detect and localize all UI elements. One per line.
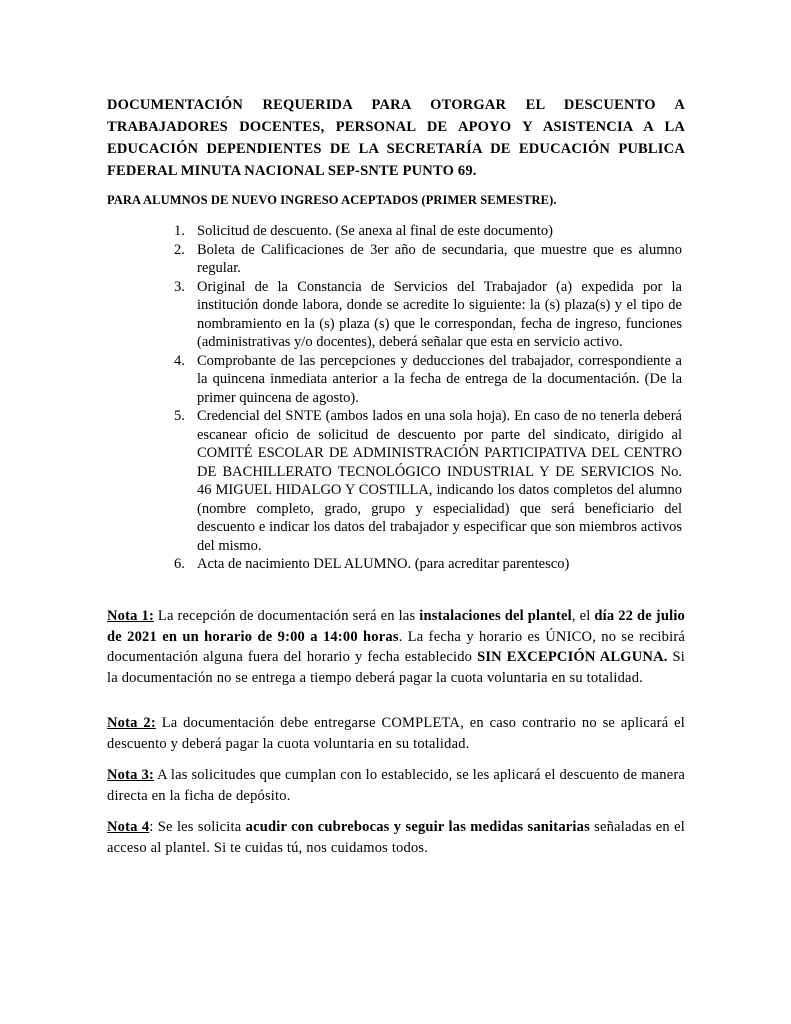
note-4-label: Nota 4: [107, 819, 150, 835]
list-item-number: 2.: [174, 241, 185, 258]
list-item-text: Acta de nacimiento DEL ALUMNO. (para acreditar parentesco): [197, 556, 570, 572]
note-2-label: Nota 2:: [107, 715, 156, 731]
list-item-text: Original de la Constancia de Servicios del Trabajador (a) expedida por la institución donde labora, donde se acredite lo siguiente: la (s) plaza(s) y el tipo de nombramiento en la (s) plaza (s) que le correspondan, fecha de ingreso, funciones (administrativas y/o docentes), deberá señalar que esta en servicio activo.: [197, 278, 682, 350]
note-1-location: instalaciones del plantel: [419, 608, 572, 624]
note-4-text: señaladas en el acceso al plantel. Si te cuidas tú, nos cuidamos todos.: [107, 819, 685, 856]
note-3-text: A las solicitudes que cumplan con lo establecido, se les aplicará el descuento de manera directa en la ficha de depósito.: [107, 767, 685, 804]
note-1-no-exception: SIN EXCEPCIÓN ALGUNA.: [477, 649, 668, 665]
list-item: [174, 407, 682, 555]
document-subtitle: PARA ALUMNOS DE NUEVO INGRESO ACEPTADOS (PRIMER SEMESTRE).: [107, 193, 557, 207]
note-1-label: Nota 1:: [107, 608, 154, 624]
list-item-number: 4.: [174, 352, 185, 369]
note-1: [107, 606, 685, 688]
list-item-number: 5.: [174, 408, 185, 424]
requirements-list: [174, 222, 682, 574]
note-3-label: Nota 3:: [107, 767, 154, 783]
note-3: [107, 765, 685, 806]
list-item-number: 1.: [174, 223, 185, 239]
list-item: [174, 222, 682, 241]
note-4-sanitary-measures: acudir con cubrebocas y seguir las medidas sanitarias: [245, 819, 590, 835]
note-1-schedule: día 22 de julio de 2021 en un horario de 9:00 a 14:00 horas: [107, 608, 685, 645]
note-2-text: La documentación debe entregarse COMPLETA, en caso contrario no se aplicará el descuento y deberá pagar la cuota voluntaria en su totalidad.: [107, 715, 686, 752]
note-2: [107, 713, 685, 754]
list-item-number: 6.: [174, 556, 185, 572]
note-1-text: , el: [571, 608, 595, 624]
list-item: [174, 278, 682, 352]
note-1-text: La recepción de documentación será en las: [153, 608, 420, 624]
note-1-text: . La fecha y horario es: [398, 628, 546, 645]
document-title: DOCUMENTACIÓN REQUERIDA PARA OTORGAR EL DESCUENTO A TRABAJADORES DOCENTES, PERSONAL DE APOYO Y ASISTENCIA A LA EDUCACIÓN DEPENDIENTES DE LA SECRETARÍA DE EDUCACIÓN PUBLICA FEDERAL MINUTA NACIONAL SEP-SNTE PUNTO 69.: [107, 97, 685, 179]
note-1-text: , no se recibirá documentación alguna fuera del horario y fecha establecido: [107, 628, 686, 665]
list-item: [174, 241, 682, 278]
note-1-unique: ÚNICO: [545, 628, 593, 645]
list-item: [174, 555, 682, 574]
list-item-text: Comprobante de las percepciones y deducciones del trabajador, correspondiente a la quincena inmediata anterior a la fecha de entrega de la documentación. (De la primer quincena de agosto).: [197, 352, 682, 406]
note-4-text: : Se les solicita: [149, 819, 246, 835]
note-4: [107, 817, 685, 858]
list-item-text: Boleta de Calificaciones de 3er año de secundaria, que muestre que es alumno regular.: [197, 241, 682, 276]
note-1-text: Si la documentación no se entrega a tiempo deberá pagar la cuota voluntaria en su totalidad.: [107, 649, 685, 686]
list-item: [174, 352, 682, 408]
list-item-number: 3.: [174, 278, 185, 295]
list-item-text: Credencial del SNTE (ambos lados en una sola hoja). En caso de no tenerla deberá escanear oficio de solicitud de descuento por parte del sindicato, dirigido al COMITÉ ESCOLAR DE ADMINISTRACIÓN PARTICIPATIVA DEL CENTRO DE BACHILLERATO TECNOLÓGICO INDUSTRIAL Y DE SERVICIOS No. 46 MIGUEL HIDALGO Y COSTILLA, indicando los datos completos del alumno (nombre completo, grado, grupo y especialidad) que será beneficiario del descuento e indicar los datos del trabajador y especificar que son miembros activos del mismo.: [197, 408, 682, 554]
list-item-text: Solicitud de descuento. (Se anexa al final de este documento): [197, 223, 553, 239]
